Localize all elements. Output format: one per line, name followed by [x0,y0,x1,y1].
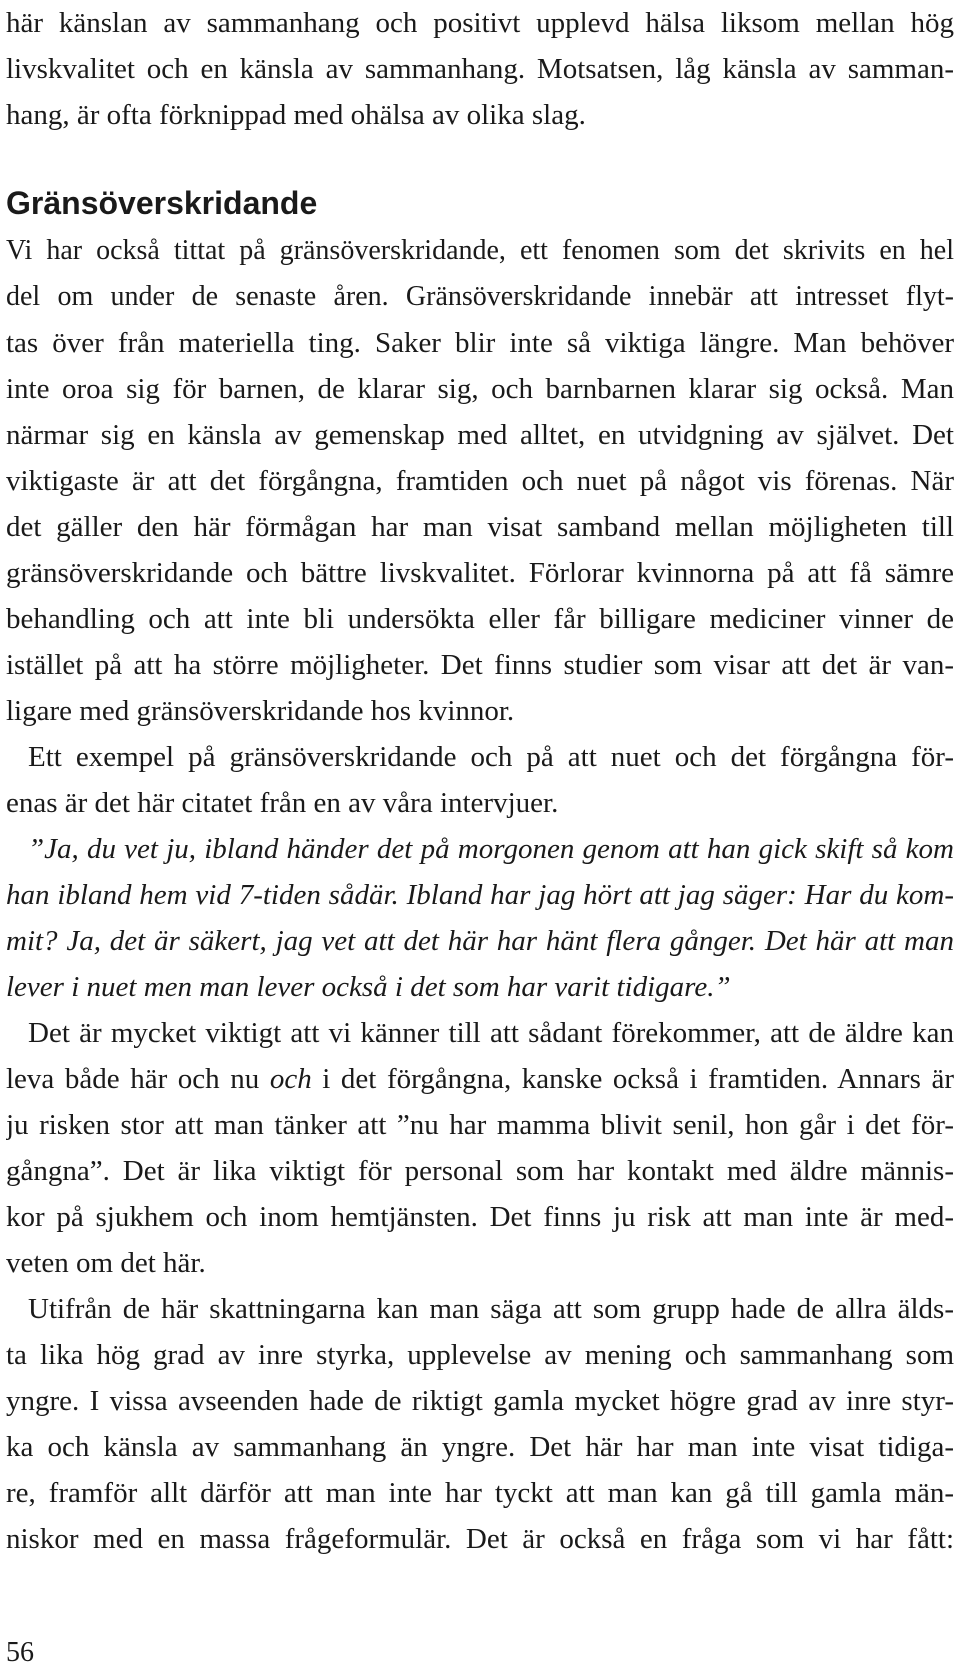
quote-line: ”Ja, du vet ju, ibland händer det på morgonen genom att han gick skift så kom [28,833,954,865]
text-line: gångna”. Det är lika viktigt för personal som har kontakt med äldre männis- [6,1155,954,1187]
quote-line: mit? Ja, det är säkert, jag vet att det här har hänt flera gånger. Det här att man [6,925,954,957]
text-line: livskvalitet och en känsla av sammanhang. Motsatsen, låg känsla av samman- [6,53,954,85]
text-line [6,1056,954,1102]
page-number: 56 [6,1637,34,1668]
example-paragraph [6,734,954,826]
text-line: re, framför allt därför att man inte har tyckt att man kan gå till gamla män- [6,1477,954,1509]
text-line: Ett exempel på gränsöverskridande och på att nuet och det förgångna för- [28,741,954,773]
text-line: veten om det här. [6,1247,206,1279]
text-line: Utifrån de här skattningarna kan man säga att som grupp hade de allra älds- [28,1293,954,1325]
text-line: ju risken stor att man tänker att ”nu har mamma blivit senil, hon går i det för- [6,1109,954,1141]
text-line: niskor med en massa frågeformulär. Det är också en fråga som vi har fått: [6,1523,954,1555]
text-line: ka och känsla av sammanhang än yngre. Det här har man inte visat tidiga- [6,1431,954,1463]
text-line: istället på att ha större möjligheter. Det finns studier som visar att det är van- [6,649,954,681]
text-line: inte oroa sig för barnen, de klarar sig, och barnbarnen klarar sig också. Man [6,373,954,405]
text-line: viktigaste är att det förgångna, framtiden och nuet på något vis förenas. När [6,465,954,497]
text-run: i det förgångna, kanske också i framtiden. Annars är [311,1063,954,1095]
text-line: hang, är ofta förknippad med ohälsa av olika slag. [6,99,586,131]
text-line: yngre. I vissa avseenden hade de riktigt gamla mycket högre grad av inre styr- [6,1385,954,1417]
text-line: Vi har också tittat på gränsöverskridande, ett fenomen som det skrivits en hel [6,235,954,266]
text-line: det gäller den här förmågan har man visat samband mellan möjligheten till [6,511,954,543]
paragraph-4 [6,1286,954,1562]
text-line: tas över från materiella ting. Saker blir inte så viktiga längre. Man behöver [6,327,954,359]
text-line: ta lika hög grad av inre styrka, upplevelse av mening och sammanhang som [6,1339,954,1371]
emphasis-text: och [269,1063,312,1095]
text-line: del om under de senaste åren. Gränsöverskridande innebär att intresset flyt- [6,281,954,312]
text-line: här känslan av sammanhang och positivt upplevd hälsa liksom mellan hög [6,7,954,39]
section-paragraph [6,228,954,734]
text-line: Det är mycket viktigt att vi känner till att sådant förekommer, att de äldre kan [28,1017,954,1049]
section-heading: Gränsöverskridande [6,185,318,221]
text-line: behandling och att inte bli undersökta eller får billigare mediciner vinner de [6,603,954,635]
intro-paragraph [6,0,954,138]
interview-quote [6,826,954,1010]
text-line: gränsöverskridande och bättre livskvalitet. Förlorar kvinnorna på att få sämre [6,557,954,589]
quote-line: han ibland hem vid 7-tiden sådär. Ibland har jag hört att jag säger: Har du kom- [6,879,954,911]
paragraph-3 [6,1010,954,1286]
quote-line: lever i nuet men man lever också i det som har varit tidigare.” [6,971,731,1003]
text-line: kor på sjukhem och inom hemtjänsten. Det finns ju risk att man inte är med- [6,1201,954,1233]
text-run: leva både här och nu [6,1063,270,1095]
text-line: enas är det här citatet från en av våra intervjuer. [6,787,559,819]
text-line: närmar sig en känsla av gemenskap med alltet, en utvidgning av självet. Det [6,419,954,451]
text-line: ligare med gränsöverskridande hos kvinnor. [6,695,515,727]
